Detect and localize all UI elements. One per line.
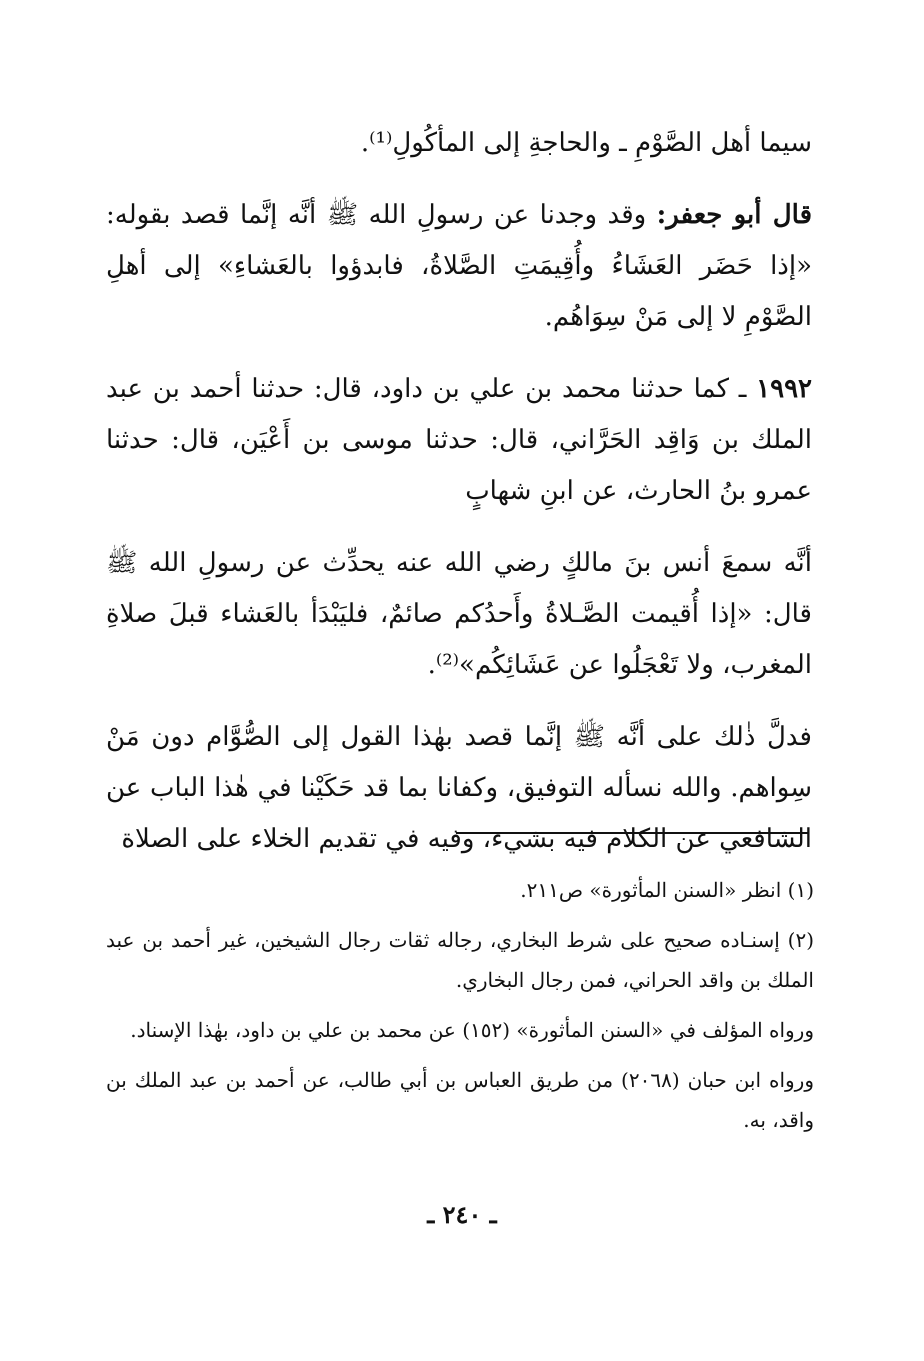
hadith-chain: ـ كما حدثنا محمد بن علي بن داود، قال: حدثنا أحمد بن عبد الملك بن وَاقِد الحَرَّاني، قال: حدثنا موسى بن أَعْيَن، قال: حدثنا عمرو بنُ الحارث، عن ابنِ شهابٍ [106,374,812,506]
footnote-4: ورواه ابن حبان (٢٠٦٨) من طريق العباس بن أبي طالب، عن أحمد بن عبد الملك بن واقد، به. [106,1068,814,1132]
paragraph-4: أنَّه سمعَ أنس بنَ مالكٍ رضي الله عنه يحدِّث عن رسولِ الله ﷺ قال: «إذا أُقيمت الصَّـلاةُ وأَحدُكم صائمٌ، فليَبْدَأ بالعَشاء قبلَ صلاةِ المغرب، ولا تَعْجَلُوا عن عَشَائِكُم»⁽²⁾. [106,548,812,680]
paragraph-1: سيما أهل الصَّوْمِ ـ والحاجةِ إلى المأكُولِ⁽¹⁾. [360,128,812,158]
speaker-label: قال أبو جعفر: [656,200,812,230]
footnote-divider [456,832,808,834]
main-text [106,118,812,865]
hadith-1992 [106,364,812,517]
paragraph-2 [106,190,812,343]
paragraph-2-text: وقد وجدنا عن رسولِ الله ﷺ أنَّه إنَّما قصد بقوله: «إذا حَضَر العَشَاءُ وأُقِيمَتِ الصَّلاةُ، فابدؤوا بالعَشاءِ» إلى أهلِ الصَّوْمِ لا إلى مَنْ سِوَاهُم. [106,200,812,332]
page-number: ـ ٢٤٠ ـ [427,1200,497,1229]
paragraph-5: فدلَّ ذٰلك على أنَّه ﷺ إنَّما قصد بهٰذا القول إلى الصُّوَّام دون مَنْ سِواهم. والله نسأله التوفيق، وكفانا بما قد حَكَيْنا في هٰذا الباب عن الشافعي عن الكلام فيه بشيء، وفيه في تقديم الخلاء على الصلاة [106,722,812,854]
hadith-number: ١٩٩٢ [756,374,813,404]
footnote-1: (١) انظر «السنن المأثورة» ص٢١١. [520,878,814,902]
footnote-2: (٢) إسنـاده صحيح على شرط البخاري، رجاله ثقات رجال الشيخين، غير أحمد بن عبد الملك بن واقد الحراني، فمن رجال البخاري. [106,928,814,992]
footnotes [106,870,814,1150]
footnote-3: ورواه المؤلف في «السنن المأثورة» (١٥٢) عن محمد بن علي بن داود، بهٰذا الإسناد. [130,1018,814,1042]
